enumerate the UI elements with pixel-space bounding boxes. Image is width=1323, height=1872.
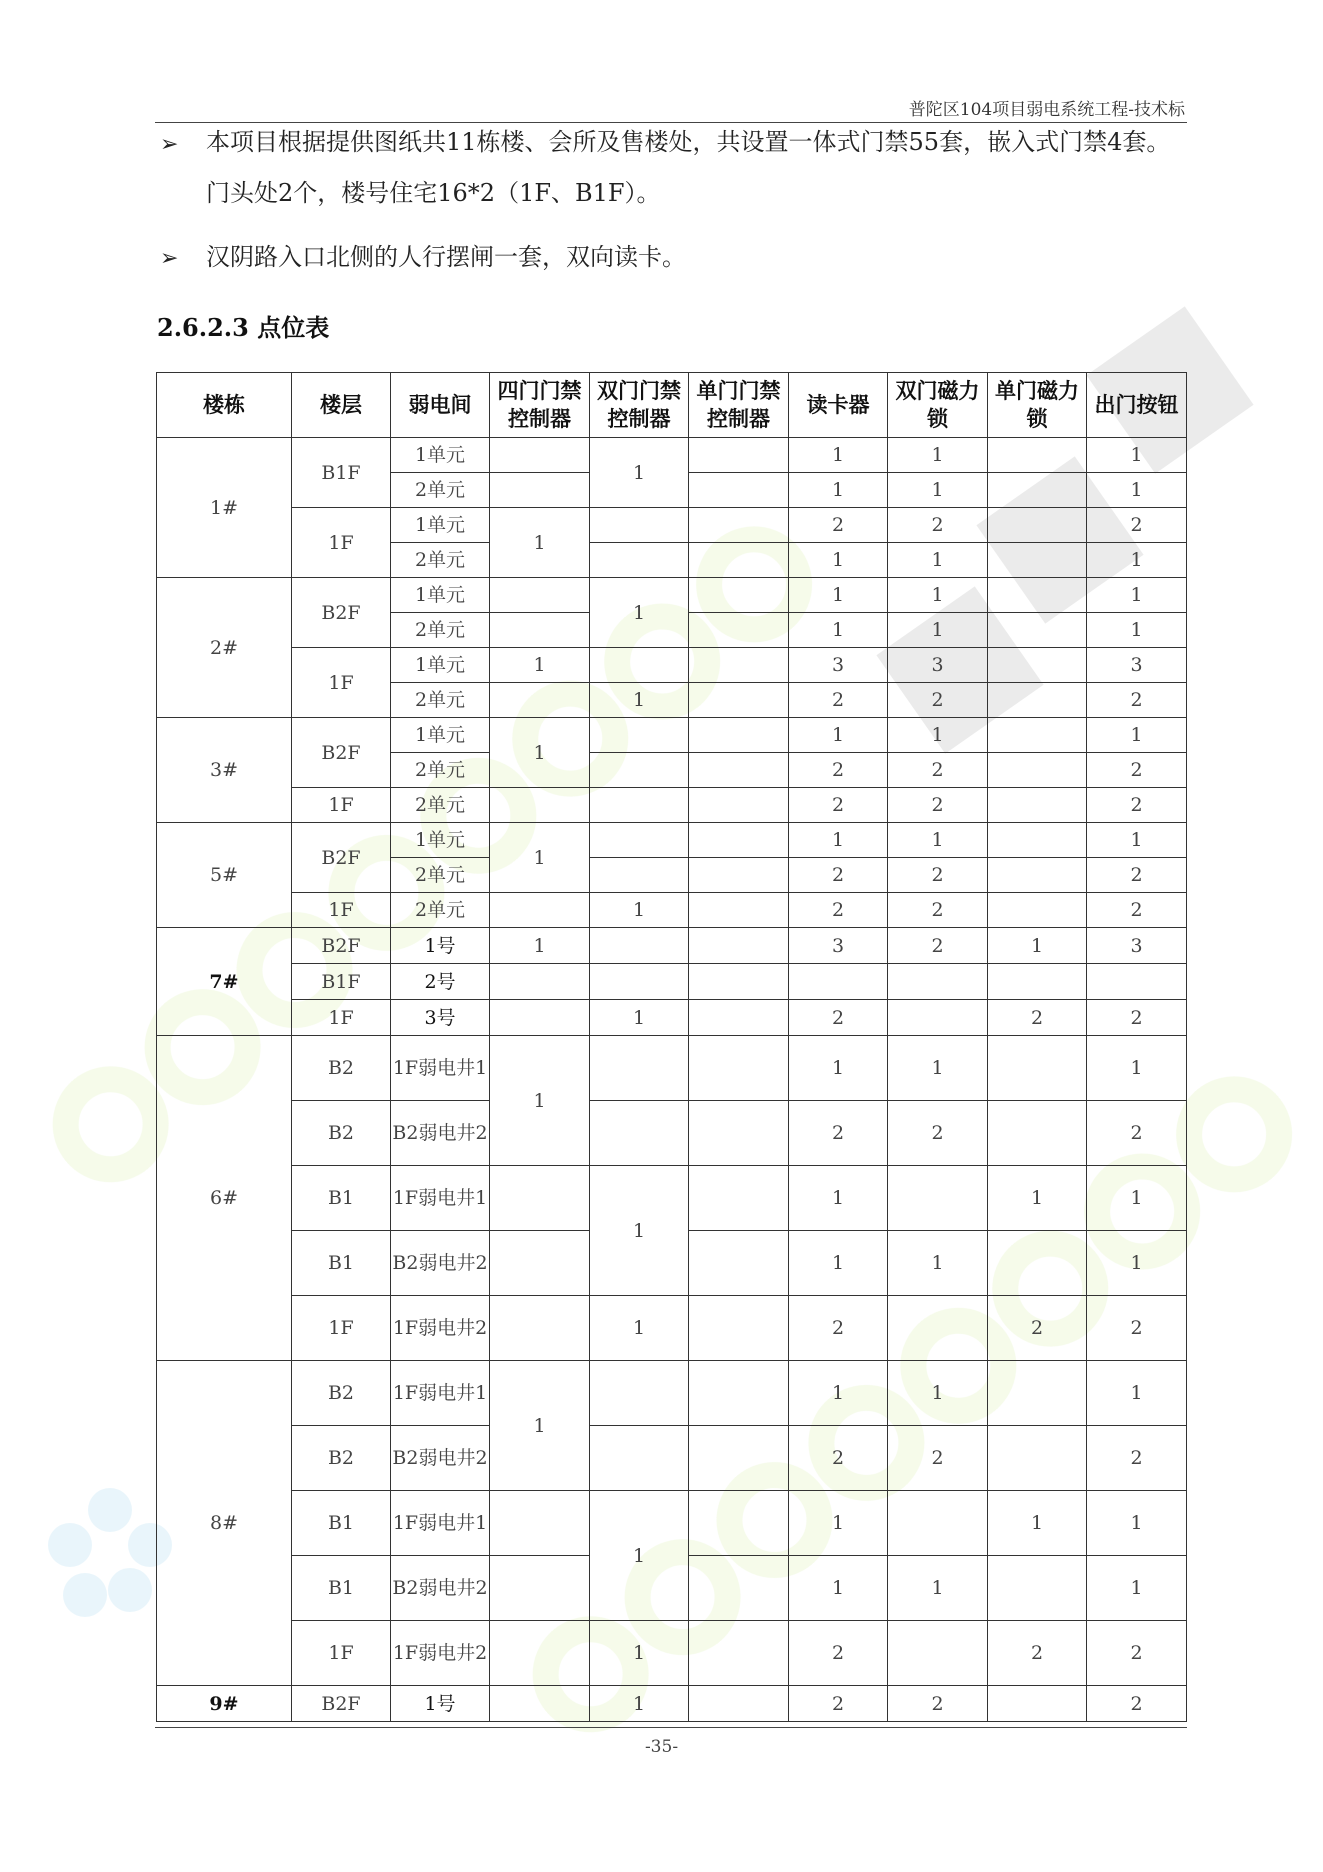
cell: 2 [789, 893, 888, 928]
building-cell: 7# [157, 928, 292, 1036]
floor-cell: B2 [292, 1101, 391, 1166]
room-cell: 1F弱电井2 [391, 1296, 490, 1361]
cell: 2 [1087, 683, 1187, 718]
table-row [157, 1361, 1187, 1426]
cell [689, 613, 789, 648]
col-two-door-controller: 双门门禁控制器 [590, 373, 689, 438]
room-cell: 1单元 [391, 718, 490, 753]
point-table [156, 372, 1187, 1722]
col-exit-button: 出门按钮 [1087, 373, 1187, 438]
cell [1087, 964, 1187, 1000]
room-cell: 1号 [391, 1686, 490, 1722]
room-cell: 3号 [391, 1000, 490, 1036]
cell: 2 [1087, 753, 1187, 788]
cell [590, 858, 689, 893]
col-double-maglock: 双门磁力锁 [888, 373, 988, 438]
cell: 1 [789, 718, 888, 753]
cell: 1 [590, 1491, 689, 1621]
cell [490, 1231, 590, 1296]
footer-rule [155, 1727, 1187, 1728]
cell: 1 [1087, 1036, 1187, 1101]
cell: 2 [1087, 1296, 1187, 1361]
building-cell: 1# [157, 438, 292, 578]
room-cell: 2单元 [391, 858, 490, 893]
cell [590, 823, 689, 858]
floor-cell: 1F [292, 508, 391, 578]
col-one-door-controller: 单门门禁控制器 [689, 373, 789, 438]
cell [689, 858, 789, 893]
cell [988, 578, 1087, 613]
table-row [157, 928, 1187, 964]
cell: 2 [1087, 1101, 1187, 1166]
cell: 1 [888, 543, 988, 578]
cell [689, 718, 789, 753]
cell [689, 1426, 789, 1491]
cell [988, 1036, 1087, 1101]
cell [689, 648, 789, 683]
cell: 1 [590, 578, 689, 648]
building-cell: 6# [157, 1036, 292, 1361]
cell [988, 473, 1087, 508]
cell [590, 508, 689, 543]
bullet-text-2: 汉阴路入口北侧的人行摆闸一套，双向读卡。 [206, 243, 686, 271]
cell: 2 [888, 683, 988, 718]
cell [689, 1686, 789, 1722]
cell [689, 1621, 789, 1686]
cell: 3 [1087, 928, 1187, 964]
cell [590, 718, 689, 753]
cell [689, 788, 789, 823]
cell [490, 683, 590, 718]
cell [490, 1491, 590, 1556]
cell: 1 [1087, 543, 1187, 578]
room-cell: B2弱电井2 [391, 1231, 490, 1296]
cell: 1 [888, 1036, 988, 1101]
cell: 1 [888, 823, 988, 858]
building-cell: 9# [157, 1686, 292, 1722]
cell [490, 1296, 590, 1361]
cell [490, 1166, 590, 1231]
cell: 2 [789, 858, 888, 893]
room-cell: 2单元 [391, 543, 490, 578]
building-cell: 5# [157, 823, 292, 928]
floor-cell: B2F [292, 823, 391, 893]
cell [590, 648, 689, 683]
col-card-reader: 读卡器 [789, 373, 888, 438]
cell [689, 823, 789, 858]
table-row [157, 1296, 1187, 1361]
cell: 2 [888, 1101, 988, 1166]
cell: 2 [888, 788, 988, 823]
cell: 2 [988, 1621, 1087, 1686]
cell: 2 [888, 928, 988, 964]
cell [689, 928, 789, 964]
cell [988, 1361, 1087, 1426]
table-row [157, 1166, 1187, 1231]
col-building: 楼栋 [157, 373, 292, 438]
cell [689, 578, 789, 613]
cell [988, 718, 1087, 753]
cell: 1 [888, 613, 988, 648]
room-cell: 1单元 [391, 508, 490, 543]
cell: 1 [888, 1361, 988, 1426]
cell [689, 1491, 789, 1556]
cell: 1 [590, 1686, 689, 1722]
col-single-maglock: 单门磁力锁 [988, 373, 1087, 438]
cell: 1 [490, 928, 590, 964]
cell: 1 [789, 438, 888, 473]
cell: 2 [888, 1686, 988, 1722]
floor-cell: 1F [292, 788, 391, 823]
cell: 1 [888, 718, 988, 753]
floor-cell: B1F [292, 964, 391, 1000]
floor-cell: B1F [292, 438, 391, 508]
cell: 1 [1087, 473, 1187, 508]
cell: 3 [789, 648, 888, 683]
cell: 1 [888, 438, 988, 473]
cell: 2 [1087, 788, 1187, 823]
cell [590, 1101, 689, 1166]
cell [888, 964, 988, 1000]
bullet-marker: ➢ [160, 246, 179, 271]
room-cell: 1单元 [391, 648, 490, 683]
floor-cell: B1 [292, 1166, 391, 1231]
cell: 2 [1087, 508, 1187, 543]
cell: 1 [789, 823, 888, 858]
cell: 2 [988, 1296, 1087, 1361]
cell: 1 [789, 543, 888, 578]
cell: 1 [590, 893, 689, 928]
cell: 2 [789, 753, 888, 788]
cell [789, 964, 888, 1000]
cell: 2 [789, 683, 888, 718]
cell: 1 [789, 1231, 888, 1296]
cell [490, 613, 590, 648]
room-cell: B2弱电井2 [391, 1426, 490, 1491]
bullet-marker: ➢ [160, 132, 179, 157]
cell [988, 1686, 1087, 1722]
cell: 1 [888, 578, 988, 613]
cell: 2 [988, 1000, 1087, 1036]
bullet-text-1: 本项目根据提供图纸共11栋楼、会所及售楼处，共设置一体式门禁55套，嵌入式门禁4套。门头处2个，楼号住宅16*2（1F、B1F）。 [206, 128, 1171, 207]
cell [988, 823, 1087, 858]
room-cell: 1号 [391, 928, 490, 964]
cell [689, 683, 789, 718]
cell [590, 1426, 689, 1491]
table-row [157, 1036, 1187, 1101]
table-row [157, 788, 1187, 823]
cell [689, 1231, 789, 1296]
room-cell: 2号 [391, 964, 490, 1000]
floor-cell: B2F [292, 928, 391, 964]
floor-cell: 1F [292, 648, 391, 718]
cell: 2 [888, 753, 988, 788]
cell [689, 508, 789, 543]
cell [689, 893, 789, 928]
cell [988, 1231, 1087, 1296]
cell [590, 964, 689, 1000]
cell [988, 613, 1087, 648]
cell: 1 [1087, 1361, 1187, 1426]
building-cell: 8# [157, 1361, 292, 1686]
cell: 1 [888, 473, 988, 508]
cell [988, 648, 1087, 683]
cell: 2 [1087, 1426, 1187, 1491]
cell [490, 438, 590, 473]
cell: 2 [789, 1426, 888, 1491]
cell [590, 1036, 689, 1101]
floor-cell: 1F [292, 1621, 391, 1686]
room-cell: 1单元 [391, 823, 490, 858]
cell [590, 753, 689, 788]
section-heading: 2.6.2.3 点位表 [157, 313, 330, 342]
cell [689, 543, 789, 578]
cell: 1 [1087, 438, 1187, 473]
cell: 1 [988, 1491, 1087, 1556]
cell: 1 [789, 1556, 888, 1621]
cell [490, 1686, 590, 1722]
cell: 1 [789, 473, 888, 508]
room-cell: 1F弱电井2 [391, 1621, 490, 1686]
cell [490, 1000, 590, 1036]
cell: 3 [888, 648, 988, 683]
room-cell: 2单元 [391, 683, 490, 718]
cell [490, 964, 590, 1000]
table-row [157, 718, 1187, 753]
floor-cell: B2F [292, 718, 391, 788]
cell: 1 [590, 438, 689, 508]
cell: 1 [789, 578, 888, 613]
cell [689, 1556, 789, 1621]
floor-cell: B2 [292, 1361, 391, 1426]
cell [689, 1000, 789, 1036]
floor-cell: 1F [292, 1000, 391, 1036]
cell: 1 [590, 1000, 689, 1036]
cell [988, 683, 1087, 718]
cell [490, 578, 590, 613]
cell [689, 1166, 789, 1231]
cell [689, 473, 789, 508]
building-cell: 2# [157, 578, 292, 718]
cell [689, 438, 789, 473]
cell [988, 508, 1087, 543]
cell [490, 473, 590, 508]
cell: 2 [789, 788, 888, 823]
cell: 2 [789, 1686, 888, 1722]
room-cell: 2单元 [391, 473, 490, 508]
cell: 1 [888, 1556, 988, 1621]
cell [689, 1296, 789, 1361]
cell [590, 788, 689, 823]
cell [888, 1296, 988, 1361]
floor-cell: B2F [292, 578, 391, 648]
cell: 1 [490, 1036, 590, 1166]
building-cell: 3# [157, 718, 292, 823]
cell: 1 [490, 718, 590, 788]
cell: 2 [1087, 893, 1187, 928]
table-row [157, 438, 1187, 473]
cell: 1 [1087, 613, 1187, 648]
cell: 1 [1087, 718, 1187, 753]
cell: 1 [590, 1296, 689, 1361]
cell [988, 858, 1087, 893]
room-cell: 2单元 [391, 788, 490, 823]
page-header-title: 普陀区104项目弱电系统工程-技术标 [908, 100, 1185, 120]
room-cell: B2弱电井2 [391, 1556, 490, 1621]
cell: 1 [888, 1231, 988, 1296]
table-header-row [157, 373, 1187, 438]
cell [988, 1426, 1087, 1491]
table-row [157, 508, 1187, 543]
cell [689, 1101, 789, 1166]
floor-cell: B1 [292, 1556, 391, 1621]
floor-cell: 1F [292, 893, 391, 928]
cell [689, 964, 789, 1000]
cell [988, 1556, 1087, 1621]
cell: 1 [590, 1621, 689, 1686]
cell: 2 [888, 1426, 988, 1491]
cell: 3 [1087, 648, 1187, 683]
cell: 2 [789, 1101, 888, 1166]
page-number: -35- [644, 1737, 679, 1757]
table-row [157, 964, 1187, 1000]
floor-cell: B1 [292, 1231, 391, 1296]
cell [988, 1101, 1087, 1166]
cell: 1 [490, 1361, 590, 1491]
cell [888, 1000, 988, 1036]
cell [689, 1361, 789, 1426]
cell [988, 788, 1087, 823]
cell [490, 788, 590, 823]
room-cell: B2弱电井2 [391, 1101, 490, 1166]
cell: 2 [1087, 1686, 1187, 1722]
floor-cell: B2 [292, 1426, 391, 1491]
cell: 1 [988, 928, 1087, 964]
cell: 1 [789, 1036, 888, 1101]
cell: 1 [490, 508, 590, 578]
cell: 1 [490, 648, 590, 683]
cell [689, 753, 789, 788]
cell: 2 [888, 893, 988, 928]
room-cell: 1F弱电井1 [391, 1166, 490, 1231]
room-cell: 1F弱电井1 [391, 1361, 490, 1426]
cell [988, 753, 1087, 788]
col-room: 弱电间 [391, 373, 490, 438]
floor-cell: B2 [292, 1036, 391, 1101]
cell: 1 [1087, 1491, 1187, 1556]
cell: 2 [1087, 1000, 1187, 1036]
cell [590, 928, 689, 964]
cell: 2 [1087, 858, 1187, 893]
cell: 1 [789, 1491, 888, 1556]
table-row [157, 1426, 1187, 1491]
cell: 1 [1087, 578, 1187, 613]
table-row [157, 578, 1187, 613]
table-row [157, 1101, 1187, 1166]
cell: 1 [1087, 823, 1187, 858]
cell: 1 [789, 613, 888, 648]
table-row [157, 1621, 1187, 1686]
table-row [157, 893, 1187, 928]
cell [590, 543, 689, 578]
cell: 1 [988, 1166, 1087, 1231]
cell [590, 1361, 689, 1426]
cell: 2 [1087, 1621, 1187, 1686]
cell [888, 1166, 988, 1231]
table-row [157, 648, 1187, 683]
cell [988, 543, 1087, 578]
cell [888, 1491, 988, 1556]
cell: 2 [789, 1621, 888, 1686]
cell: 1 [1087, 1231, 1187, 1296]
room-cell: 1F弱电井1 [391, 1491, 490, 1556]
cell: 1 [789, 1166, 888, 1231]
cell: 2 [888, 508, 988, 543]
cell: 1 [590, 1166, 689, 1296]
room-cell: 2单元 [391, 613, 490, 648]
cell: 1 [1087, 1556, 1187, 1621]
col-floor: 楼层 [292, 373, 391, 438]
cell [689, 1036, 789, 1101]
cell [988, 964, 1087, 1000]
cell: 1 [590, 683, 689, 718]
cell [490, 893, 590, 928]
room-cell: 2单元 [391, 893, 490, 928]
cell: 2 [888, 858, 988, 893]
table-row [157, 1686, 1187, 1722]
col-four-door-controller: 四门门禁控制器 [490, 373, 590, 438]
cell [988, 893, 1087, 928]
table-row [157, 823, 1187, 858]
room-cell: 1单元 [391, 578, 490, 613]
floor-cell: B2F [292, 1686, 391, 1722]
floor-cell: B1 [292, 1491, 391, 1556]
cell: 1 [490, 823, 590, 893]
cell [490, 1556, 590, 1621]
cell: 2 [789, 1000, 888, 1036]
cell: 2 [789, 508, 888, 543]
cell: 1 [789, 1361, 888, 1426]
room-cell: 2单元 [391, 753, 490, 788]
table-row [157, 1000, 1187, 1036]
cell: 1 [1087, 1166, 1187, 1231]
floor-cell: 1F [292, 1296, 391, 1361]
room-cell: 1F弱电井1 [391, 1036, 490, 1101]
cell [888, 1621, 988, 1686]
cell: 2 [789, 1296, 888, 1361]
cell [490, 1621, 590, 1686]
room-cell: 1单元 [391, 438, 490, 473]
cell: 3 [789, 928, 888, 964]
table-row [157, 1491, 1187, 1556]
cell [988, 438, 1087, 473]
